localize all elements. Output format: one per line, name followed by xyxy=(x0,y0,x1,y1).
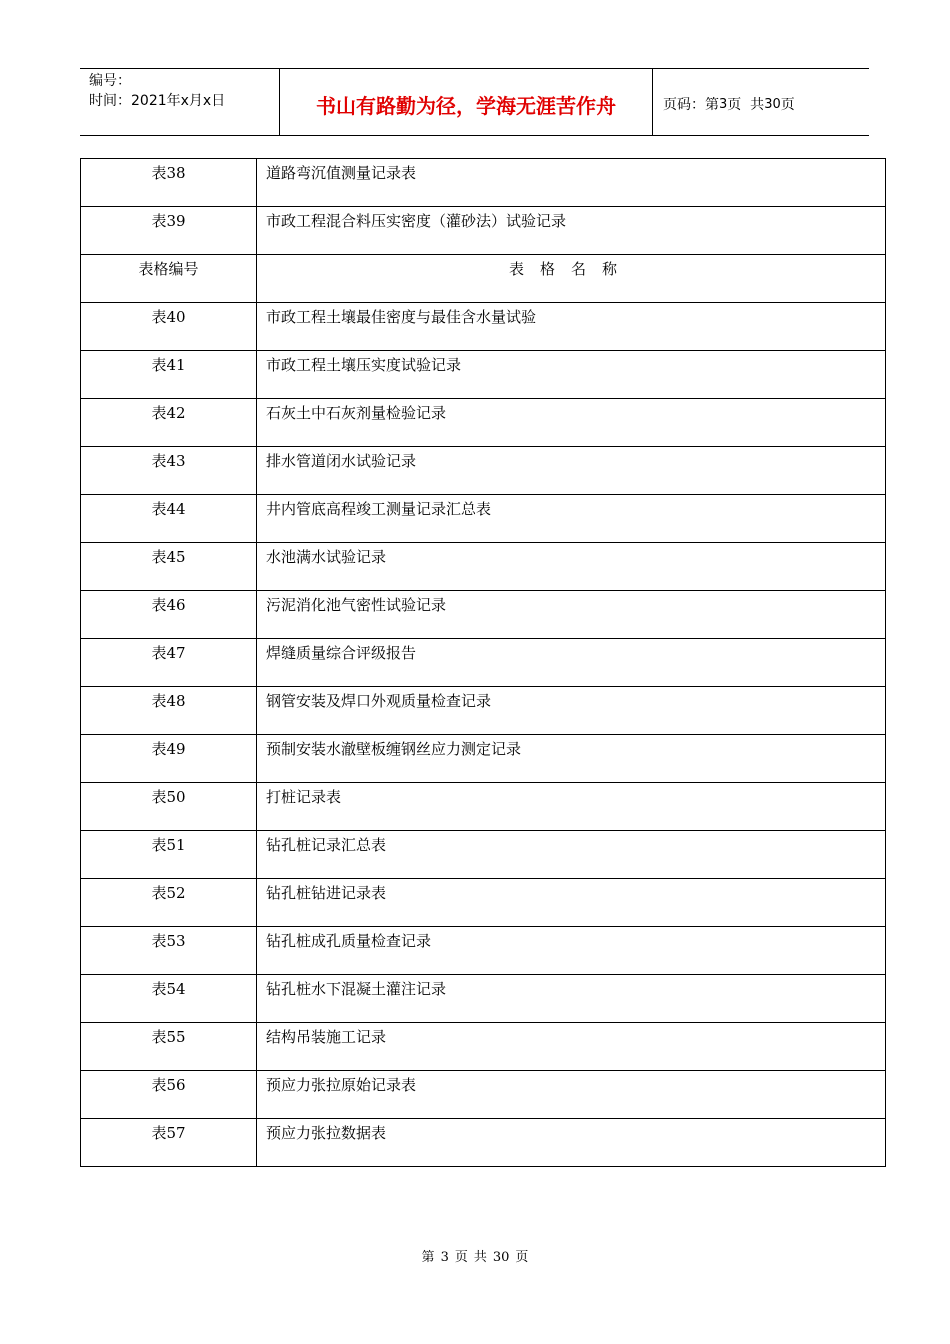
table-row xyxy=(81,783,886,831)
form-code-cell: 表41 xyxy=(81,351,257,399)
number-label: 编号： xyxy=(89,73,131,89)
header-page-info xyxy=(653,69,869,135)
form-code-cell: 表54 xyxy=(81,975,257,1023)
form-code-cell: 表38 xyxy=(81,159,257,207)
form-name-cell: 石灰土中石灰剂量检验记录 xyxy=(257,399,886,447)
page-suffix: 页 xyxy=(780,97,795,113)
form-name-cell: 市政工程混合料压实密度（灌砂法）试验记录 xyxy=(257,207,886,255)
footer-mid2: 共 xyxy=(473,1250,487,1265)
form-name-cell: 预应力张拉原始记录表 xyxy=(257,1071,886,1119)
table-row xyxy=(81,879,886,927)
form-name-cell: 水池满水试验记录 xyxy=(257,543,886,591)
table-row xyxy=(81,495,886,543)
form-name-cell: 钻孔桩成孔质量检查记录 xyxy=(257,927,886,975)
form-code-cell: 表45 xyxy=(81,543,257,591)
table-row xyxy=(81,447,886,495)
table-row xyxy=(81,543,886,591)
form-index-table xyxy=(80,158,886,1167)
page-mid: 页 共 xyxy=(727,97,765,113)
form-name-cell: 市政工程土壤压实度试验记录 xyxy=(257,351,886,399)
table-row xyxy=(81,399,886,447)
table-row xyxy=(81,687,886,735)
form-name-cell: 钻孔桩水下混凝土灌注记录 xyxy=(257,975,886,1023)
page-current: 3 xyxy=(719,96,728,112)
footer-prefix: 第 xyxy=(421,1250,435,1265)
form-name-cell: 市政工程土壤最佳密度与最佳含水量试验 xyxy=(257,303,886,351)
form-code-cell: 表56 xyxy=(81,1071,257,1119)
header-motto: 书山有路勤为径，学海无涯苦作舟 xyxy=(280,69,653,135)
form-name-cell: 钻孔桩钻进记录表 xyxy=(257,879,886,927)
form-code-cell: 表49 xyxy=(81,735,257,783)
table-row xyxy=(81,207,886,255)
table-header-row xyxy=(81,255,886,303)
page-footer xyxy=(0,1246,950,1265)
form-code-cell: 表55 xyxy=(81,1023,257,1071)
form-code-cell: 表39 xyxy=(81,207,257,255)
page-header xyxy=(80,68,869,136)
form-code-cell: 表48 xyxy=(81,687,257,735)
footer-current: 3 xyxy=(440,1250,449,1265)
page-total: 30 xyxy=(764,96,781,112)
table-row xyxy=(81,735,886,783)
form-name-cell: 钢管安装及焊口外观质量检查记录 xyxy=(257,687,886,735)
table-body xyxy=(81,159,886,1167)
form-name-cell: 预制安装水澈壁板缠钢丝应力测定记录 xyxy=(257,735,886,783)
header-meta xyxy=(80,69,280,135)
form-code-cell: 表52 xyxy=(81,879,257,927)
footer-total: 30 xyxy=(492,1250,510,1265)
table-row xyxy=(81,1071,886,1119)
table-row xyxy=(81,927,886,975)
form-name-cell: 排水管道闭水试验记录 xyxy=(257,447,886,495)
table-row xyxy=(81,831,886,879)
form-code-cell: 表46 xyxy=(81,591,257,639)
table-row xyxy=(81,975,886,1023)
table-row xyxy=(81,1023,886,1071)
form-code-cell: 表57 xyxy=(81,1119,257,1167)
form-name-cell: 钻孔桩记录汇总表 xyxy=(257,831,886,879)
form-code-cell: 表47 xyxy=(81,639,257,687)
form-name-cell: 结构吊装施工记录 xyxy=(257,1023,886,1071)
table-row xyxy=(81,303,886,351)
form-name-cell: 道路弯沉值测量记录表 xyxy=(257,159,886,207)
form-name-cell: 打桩记录表 xyxy=(257,783,886,831)
header-name-cell: 表格名称 xyxy=(257,255,886,303)
form-code-cell: 表40 xyxy=(81,303,257,351)
table-row xyxy=(81,639,886,687)
date-label: 时间：2021年x月x日 xyxy=(89,93,226,109)
table-row xyxy=(81,591,886,639)
form-name-cell: 预应力张拉数据表 xyxy=(257,1119,886,1167)
form-name-cell: 焊缝质量综合评级报告 xyxy=(257,639,886,687)
form-code-cell: 表42 xyxy=(81,399,257,447)
form-code-cell: 表53 xyxy=(81,927,257,975)
form-code-cell: 表50 xyxy=(81,783,257,831)
header-code-cell: 表格编号 xyxy=(81,255,257,303)
form-code-cell: 表51 xyxy=(81,831,257,879)
table-row xyxy=(81,159,886,207)
table-row xyxy=(81,1119,886,1167)
footer-suffix: 页 xyxy=(515,1250,529,1265)
form-code-cell: 表44 xyxy=(81,495,257,543)
form-code-cell: 表43 xyxy=(81,447,257,495)
page-prefix: 页码：第 xyxy=(663,97,719,113)
form-name-cell: 污泥消化池气密性试验记录 xyxy=(257,591,886,639)
footer-mid1: 页 xyxy=(454,1250,468,1265)
form-name-cell: 井内管底高程竣工测量记录汇总表 xyxy=(257,495,886,543)
table-row xyxy=(81,351,886,399)
